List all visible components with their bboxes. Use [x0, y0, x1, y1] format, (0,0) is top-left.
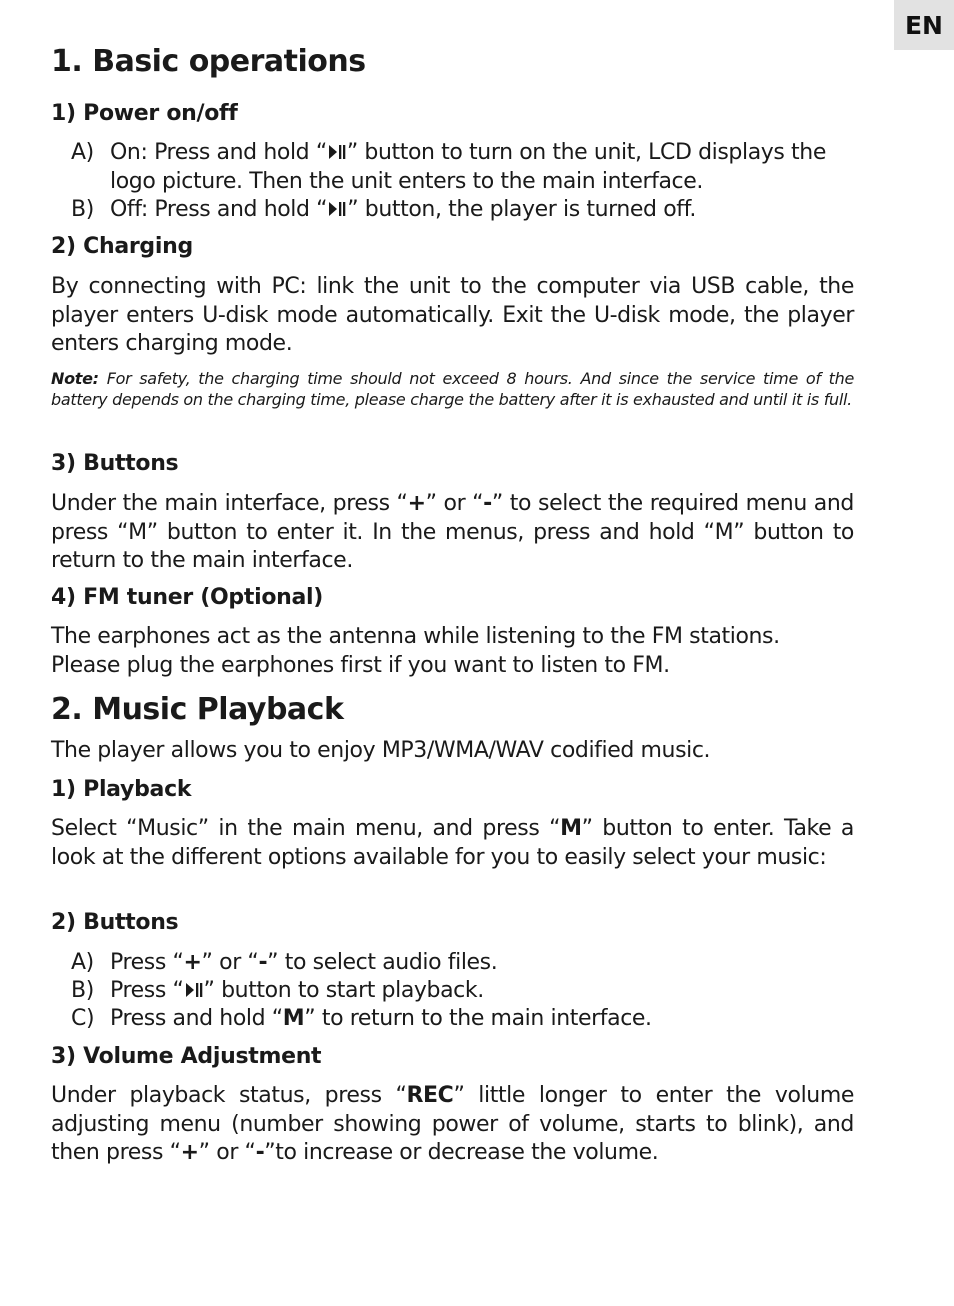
note-text: For safety, the charging time should not exceed 8 hours. And since the service time of the battery depends on the charging time, please charge the battery after it is exhausted and until it is full. — [51, 369, 854, 409]
list-marker: B) — [71, 197, 94, 222]
item-text: ” button, the player is turned off. — [347, 197, 696, 222]
list-item — [71, 196, 854, 225]
list-marker: C) — [71, 1006, 95, 1031]
heading-power: 1) Power on/off — [51, 101, 238, 126]
paragraph-buttons: Under the main interface, press “+” or “-” to select the required menu and press “M” button to enter it. In the menus, press and hold “M” button to return to the main interface. — [51, 491, 854, 573]
paragraph-playback: Select “Music” in the main menu, and press “M” button to enter. Take a look at the different options available for you to easily select your music: — [51, 816, 854, 870]
play-pause-icon — [184, 980, 204, 1000]
language-tab: EN — [894, 0, 954, 50]
item-text: Off: Press and hold “ — [110, 197, 328, 222]
paragraph-volume: Under playback status, press “REC” little longer to enter the volume adjusting menu (number showing power of volume, starts to blink), and then press “+” or “-”to increase or decrease the volume. — [51, 1083, 855, 1165]
play-pause-icon — [327, 199, 347, 219]
paragraph-fm-tuner: The earphones act as the antenna while listening to the FM stations. Please plug the earphones first if you want to listen to FM. — [51, 624, 780, 678]
item-text: ” button to turn on the unit, LCD displays the logo picture. Then the unit enters to the main interface. — [110, 140, 826, 194]
play-pause-icon — [327, 142, 347, 162]
list-item: A) Press “+” or “-” to select audio files. — [71, 949, 854, 978]
heading-charging: 2) Charging — [51, 234, 193, 259]
heading-fm-tuner: 4) FM tuner (Optional) — [51, 585, 324, 610]
note-charging — [51, 368, 854, 410]
heading-music-buttons: 2) Buttons — [51, 910, 179, 935]
list-marker: A) — [71, 140, 94, 165]
section-title-basic-operations: 1. Basic operations — [51, 44, 366, 79]
paragraph-charging: By connecting with PC: link the unit to the computer via USB cable, the player enters U-disk mode automatically. Exit the U-disk mode, the player enters charging mode. — [51, 274, 854, 356]
list-marker: B) — [71, 978, 94, 1003]
list-item — [71, 139, 854, 196]
note-label: Note: — [51, 369, 99, 388]
list-item: C) Press and hold “M” to return to the main interface. — [71, 1005, 854, 1034]
list-item: B) Press “ ” button to start playback. — [71, 977, 854, 1006]
item-text: On: Press and hold “ — [110, 140, 327, 165]
heading-playback: 1) Playback — [51, 777, 192, 802]
heading-volume-adjustment: 3) Volume Adjustment — [51, 1044, 322, 1069]
paragraph-music-intro: The player allows you to enjoy MP3/WMA/WAV codified music. — [51, 738, 711, 763]
heading-buttons: 3) Buttons — [51, 451, 179, 476]
list-marker: A) — [71, 950, 94, 975]
section-title-music-playback: 2. Music Playback — [51, 692, 344, 727]
